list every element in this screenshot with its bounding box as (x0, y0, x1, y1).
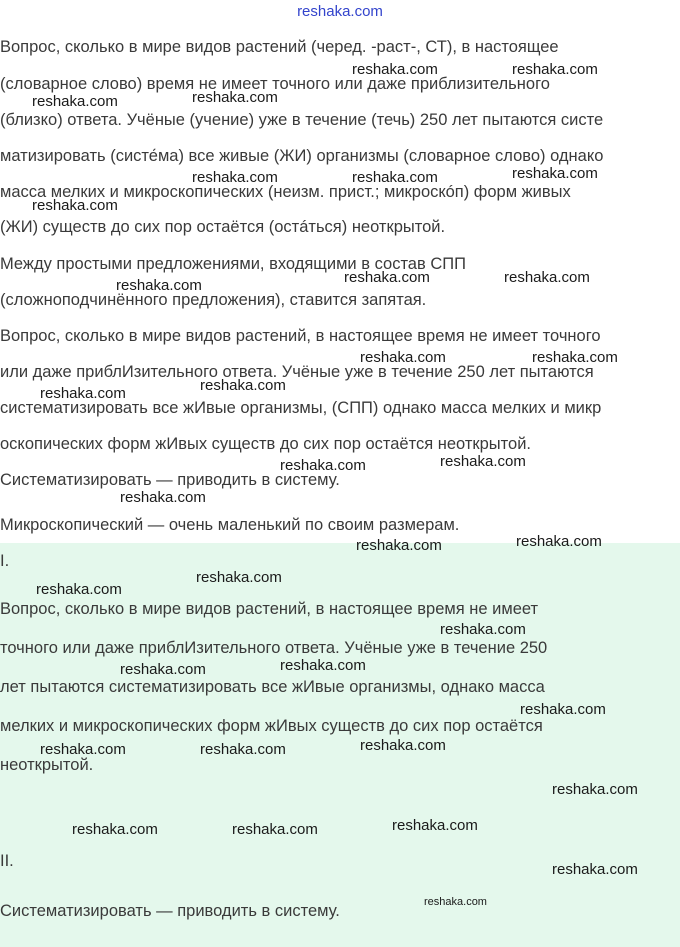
site-header (0, 0, 680, 24)
repeat-line: Вопрос, сколько в мире видов растений, в настоящее время не имеет точного (0, 327, 601, 345)
watermark: reshaka.com (352, 169, 438, 186)
answer-definition: Систематизировать — приводить в систему. (0, 902, 340, 920)
watermark: reshaka.com (356, 537, 442, 554)
answer-line: мелких и микроскопических форм жИвых существ до сих пор остаётся (0, 717, 543, 735)
watermark: reshaka.com (116, 277, 202, 294)
answer-line: лет пытаются систематизировать все жИвые организмы, однако масса (0, 678, 545, 696)
watermark: reshaka.com (120, 661, 206, 678)
main-line: масса мелких и микроскопических (неизм. прист.; микроскóп) форм живых (0, 183, 571, 201)
repeat-line: систематизировать все жИвые организмы, (СПП) однако масса мелких и микр (0, 399, 602, 417)
watermark: reshaka.com (360, 737, 446, 754)
watermark: reshaka.com (352, 61, 438, 78)
watermark: reshaka.com (40, 385, 126, 402)
watermark: reshaka.com (280, 657, 366, 674)
main-line: (ЖИ) существ до сих пор остаётся (остáться) неоткрытой. (0, 218, 446, 236)
repeat-line: или даже приблИзительного ответа. Учёные уже в течение 250 лет пытаются (0, 363, 594, 381)
repeat-line: оскопических форм жИвых существ до сих пор остаётся неоткрытой. (0, 435, 532, 453)
watermark: reshaka.com (440, 621, 526, 638)
watermark: reshaka.com (200, 741, 286, 758)
answer-label-1: I. (0, 552, 10, 570)
watermark: reshaka.com (532, 349, 618, 366)
answer-line: неоткрытой. (0, 756, 94, 774)
main-line: (словарное слово) время не имеет точного или даже приблизительного (0, 75, 550, 93)
answer-line: точного или даже приблИзительного ответа. Учёные уже в течение 250 (0, 639, 548, 657)
watermark: reshaka.com (392, 817, 478, 834)
watermark: reshaka.com (196, 569, 282, 586)
site-link[interactable]: reshaka.com (297, 3, 383, 20)
main-line: (близко) ответа. Учёные (учение) уже в течение (течь) 250 лет пытаются систе (0, 111, 604, 129)
watermark: reshaka.com (512, 61, 598, 78)
watermark: reshaka.com (120, 489, 206, 506)
answer-label-2: II. (0, 852, 14, 870)
watermark: reshaka.com (344, 269, 430, 286)
watermark: reshaka.com (280, 457, 366, 474)
watermark: reshaka.com (360, 349, 446, 366)
watermark: reshaka.com (232, 821, 318, 838)
definition-1: Систематизировать — приводить в систему. (0, 471, 340, 489)
watermark: reshaka.com (192, 89, 278, 106)
main-line: матизировать (систе́ма) все живые (ЖИ) организмы (словарное слово) однако (0, 147, 604, 165)
watermark: reshaka.com (504, 269, 590, 286)
main-line: Вопрос, сколько в мире видов растений (черед. -раст-, СТ), в настоящее (0, 38, 559, 56)
watermark: reshaka.com (512, 165, 598, 182)
watermark: reshaka.com (516, 533, 602, 550)
watermark: reshaka.com (520, 701, 606, 718)
watermark: reshaka.com (552, 781, 638, 798)
watermark: reshaka.com (192, 169, 278, 186)
watermark: reshaka.com (440, 453, 526, 470)
watermark: reshaka.com (552, 861, 638, 878)
watermark: reshaka.com (200, 377, 286, 394)
definition-2: Микроскопический — очень маленький по своим размерам. (0, 516, 460, 534)
watermark: reshaka.com (72, 821, 158, 838)
watermark: reshaka.com (32, 197, 118, 214)
watermark: reshaka.com (32, 93, 118, 110)
rule-line: (сложноподчинённого предложения), ставится запятая. (0, 291, 427, 309)
rule-line: Между простыми предложениями, входящими в состав СПП (0, 255, 466, 273)
watermark: reshaka.com (424, 896, 487, 908)
watermark: reshaka.com (36, 581, 122, 598)
answer-line: Вопрос, сколько в мире видов растений, в настоящее время не имеет (0, 600, 539, 618)
watermark: reshaka.com (40, 741, 126, 758)
